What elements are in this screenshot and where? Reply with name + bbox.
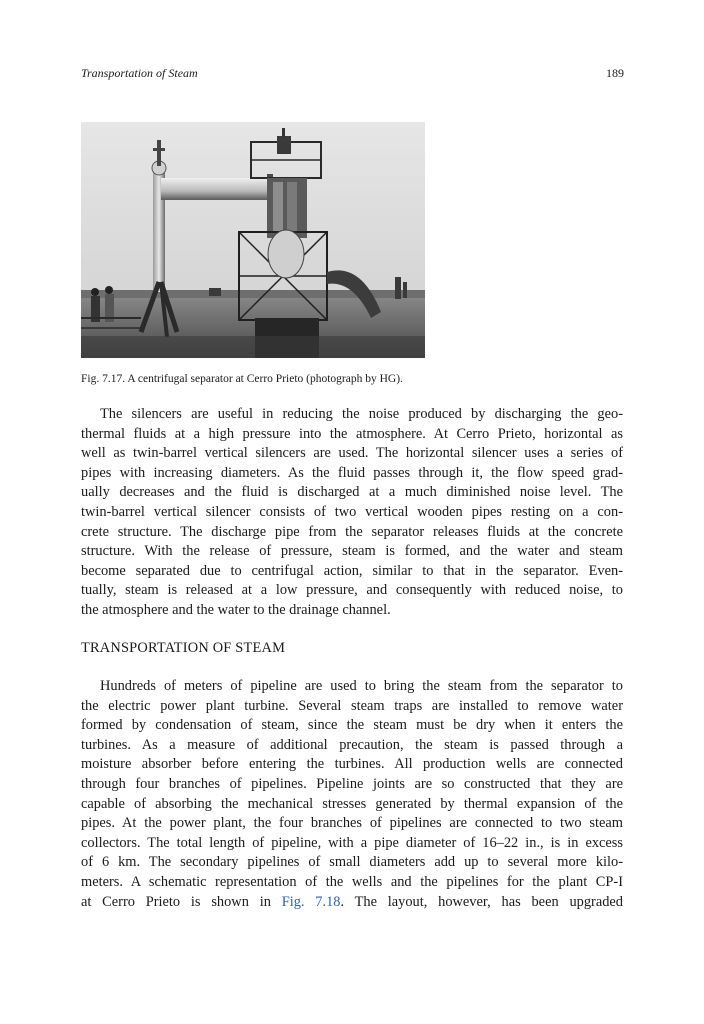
text-line: moisture absorber before entering the turbines. All production wells are connected [81,756,623,773]
text-line: the electric power plant turbine. Several steam traps are installed to remove water [81,697,623,714]
text-line: structure. With the release of pressure, steam is formed, and the water and steam [81,543,623,560]
paragraph-transportation [81,677,623,912]
running-title: Transportation of Steam [81,66,198,80]
text-fragment: . The layout, however, has been upgraded [340,893,623,910]
figure-caption: Fig. 7.17. A centrifugal separator at Cerro Prieto (photograph by HG). [81,373,403,385]
figure-photograph [81,122,425,358]
text-line: through four branches of pipelines. Pipeline joints are so constructed that they are [81,775,623,792]
text-line: twin-barrel vertical silencer consists of two vertical wooden pipes resting on a con- [81,503,623,520]
text-line: collectors. The total length of pipeline, with a pipe diameter of 16–22 in., is in excess [81,834,623,851]
text-line: ually decreases and the fluid is discharged at a much diminished noise level. The [81,484,623,501]
page-number: 189 [606,66,624,80]
text-line: become separated due to centrifugal action, similar to that in the separator. Even- [81,562,623,579]
text-line: capable of absorbing the mechanical stresses generated by thermal expansion of the [81,795,623,812]
text-line: of 6 km. The secondary pipelines of small diameters add up to several more kilo- [81,854,623,871]
section-heading: TRANSPORTATION OF STEAM [81,640,286,656]
text-line-with-link [81,893,623,913]
text-line: The silencers are useful in reducing the noise produced by discharging the geo- [100,406,623,422]
text-line: thermal fluids at a high pressure into the atmosphere. At Cerro Prieto, horizontal as [81,425,623,442]
running-head [81,66,624,84]
figure-reference-link[interactable]: Fig. 7.18 [281,893,341,910]
text-line: crete structure. The discharge pipe from the separator releases fluids at the concrete [81,523,623,540]
text-line: turbines. As a measure of additional precaution, the steam is passed through a [81,736,623,753]
separator-photo-illustration [81,122,425,358]
text-line: pipes. At the power plant, the four branches of pipelines are connected to two steam [81,815,623,832]
text-line: pipes with increasing diameters. As the fluid passes through it, the flow speed grad- [81,464,623,481]
paragraph-silencers [81,405,623,621]
text-line: tually, steam is released at a low pressure, and consequently with reduced noise, to [81,582,623,599]
text-line: the atmosphere and the water to the drainage channel. [81,601,391,618]
text-line: Hundreds of meters of pipeline are used to bring the steam from the separator to [100,678,623,694]
text-fragment: at Cerro Prieto is shown in [81,893,282,910]
text-line: formed by condensation of steam, since the steam must be dry when it enters the [81,717,623,734]
text-line: well as twin-barrel vertical silencers are used. The horizontal silencer uses a series of [81,445,623,462]
text-line: meters. A schematic representation of the wells and the pipelines for the plant CP-I [81,873,623,890]
